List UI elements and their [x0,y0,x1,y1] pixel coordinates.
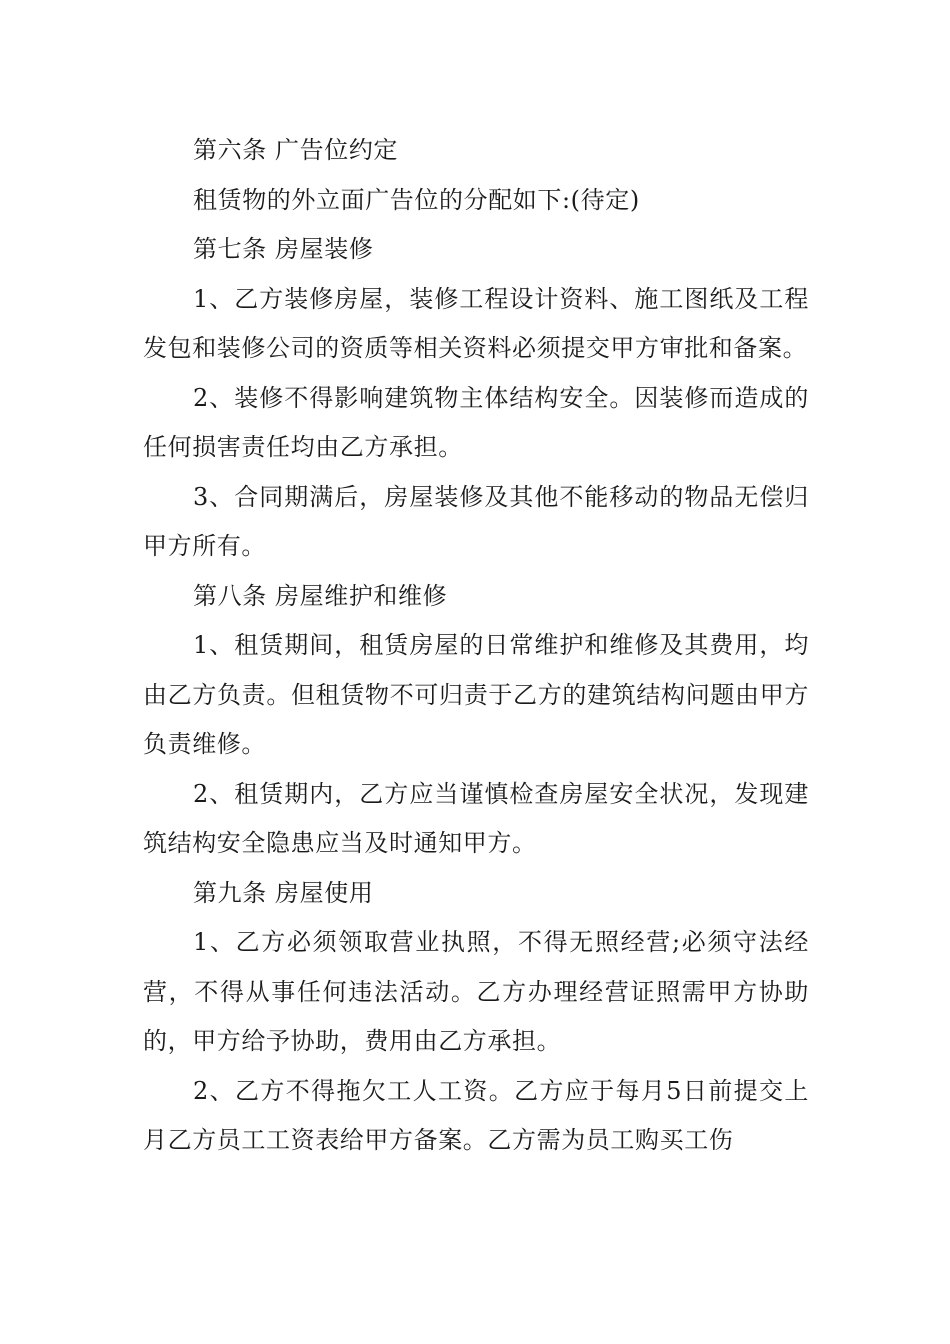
article-7-heading: 第七条 房屋装修 [193,235,374,263]
article-8-heading: 第八条 房屋维护和维修 [193,581,448,610]
article-6-heading: 第六条 广告位约定 [193,136,399,164]
article-7-clause-3: 3、合同期满后，房屋装修及其他不能移动的物品无偿归甲方所有。 [143,482,809,560]
article-8-clause-1: 1、租赁期间，租赁房屋的日常维护和维修及其费用，均由乙方负责。但租赁物不可归责于乙方的建筑结构问题由甲方负责维修。 [143,631,809,758]
article-9-clause-2: 2、乙方不得拖欠工人工资。乙方应于每月5日前提交上月乙方员工工资表给甲方备案。乙方需为员工购买工伤 [143,1076,809,1154]
article-9-heading: 第九条 房屋使用 [193,878,374,907]
article-9-clause-1: 1、乙方必须领取营业执照，不得无照经营;必须守法经营，不得从事任何违法活动。乙方办理经营证照需甲方协助的，甲方给予协助，费用由乙方承担。 [143,928,809,1055]
document-body [143,126,809,1166]
article-6-paragraph: 租赁物的外立面广告位的分配如下:(待定) [193,185,640,214]
article-7-clause-2: 2、装修不得影响建筑物主体结构安全。因装修而造成的任何损害责任均由乙方承担。 [143,383,809,461]
article-7-clause-1: 1、乙方装修房屋，装修工程设计资料、施工图纸及工程发包和装修公司的资质等相关资料必须提交甲方审批和备案。 [143,284,809,362]
article-8-clause-2: 2、租赁期内，乙方应当谨慎检查房屋安全状况，发现建筑结构安全隐患应当及时通知甲方。 [143,779,809,857]
